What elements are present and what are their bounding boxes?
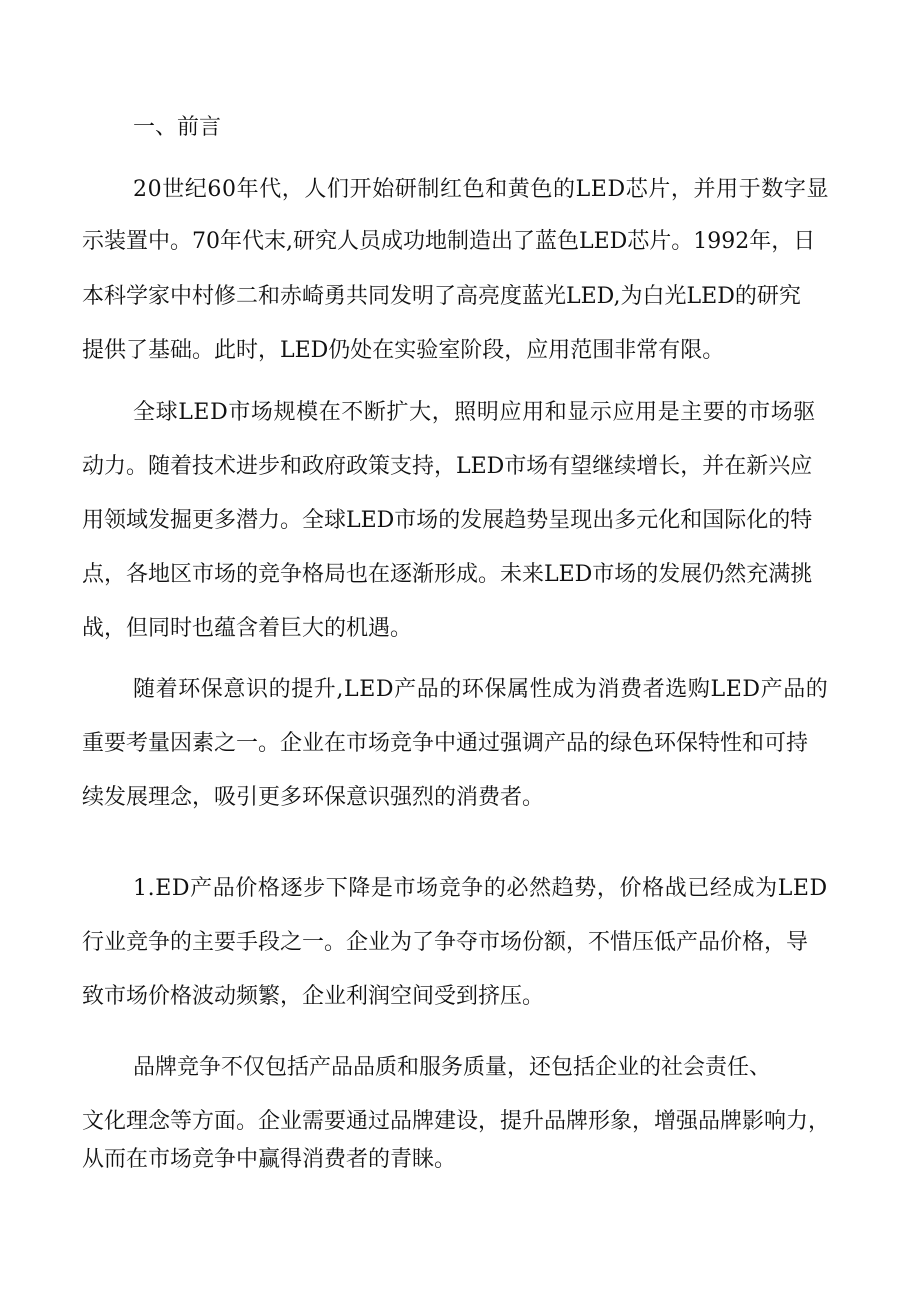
paragraph-1-line-4: 提供了基础。此时，LED仍处在实验室阶段，应用范围非常有限。	[82, 338, 725, 363]
paragraph-2-line-2: 动力。随着技术进步和政府政策支持，LED市场有望继续增长，并在新兴应	[82, 454, 813, 479]
paragraph-3-line-1: 随着环保意识的提升,LED产品的环保属性成为消费者选购LED产品的	[133, 677, 829, 702]
paragraph-5-line-2: 文化理念等方面。企业需要通过品牌建设，提升品牌形象，增强品牌影响力，	[82, 1109, 831, 1134]
paragraph-5-line-1: 品牌竞争不仅包括产品品质和服务质量，还包括企业的社会责任、	[133, 1055, 772, 1080]
paragraph-1-line-1: 20世纪60年代，人们开始研制红色和黄色的LED芯片，并用于数字显	[133, 177, 830, 202]
paragraph-4-line-3: 致市场价格波动频繁，企业利润空间受到挤压。	[82, 984, 545, 1009]
section-heading: 一、前言	[133, 115, 222, 140]
paragraph-2-line-3: 用领域发掘更多潜力。全球LED市场的发展趋势呈现出多元化和国际化的特	[82, 508, 813, 533]
paragraph-2-line-5: 战，但同时也蕴含着巨大的机遇。	[82, 616, 413, 641]
paragraph-4-line-1: 1.ED产品价格逐步下降是市场竞争的必然趋势，价格战已经成为LED	[133, 876, 828, 901]
paragraph-1-line-3: 本科学家中村修二和赤崎勇共同发明了高亮度蓝光LED,为白光LED的研究	[82, 284, 801, 309]
paragraph-3-line-2: 重要考量因素之一。企业在市场竞争中通过强调产品的绿色环保特性和可持	[82, 731, 809, 756]
paragraph-3-line-3: 续发展理念，吸引更多环保意识强烈的消费者。	[82, 785, 545, 810]
paragraph-2-line-4: 点，各地区市场的竞争格局也在逐渐形成。未来LED市场的发展仍然充满挑	[82, 562, 813, 587]
paragraph-1-line-2: 示装置中。70年代末,研究人员成功地制造出了蓝色LED芯片。1992年，日	[82, 229, 816, 254]
paragraph-2-line-1: 全球LED市场规模在不断扩大，照明应用和显示应用是主要的市场驱	[133, 400, 816, 425]
paragraph-4-line-2: 行业竞争的主要手段之一。企业为了争夺市场份额，不惜压低产品价格，导	[82, 930, 809, 955]
paragraph-5-line-3: 从而在市场竞争中赢得消费者的青睐。	[82, 1147, 457, 1172]
